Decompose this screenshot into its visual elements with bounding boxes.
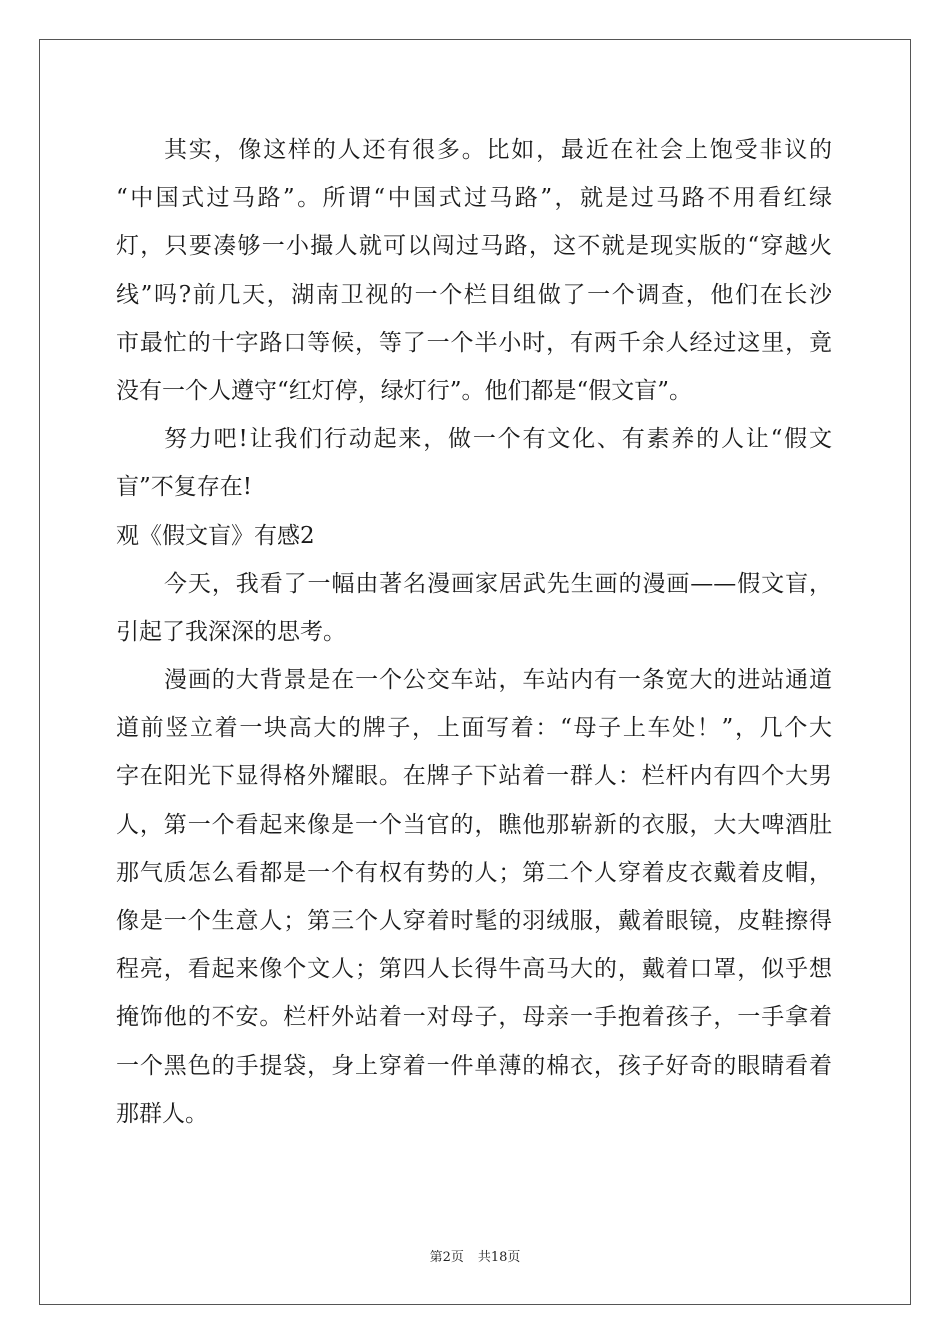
- text-line: 引起了我深深的思考。: [116, 618, 346, 645]
- text-line: 那群人。: [116, 1100, 208, 1127]
- text-line: 那气质怎么看都是一个有权有势的人；第二个人穿着皮衣戴着皮帽，: [116, 859, 832, 886]
- total-pages: 共18页: [477, 1250, 521, 1265]
- text-line: 今天，我看了一幅由著名漫画家居武先生画的漫画——假文盲，: [164, 570, 832, 597]
- text-line: 字在阳光下显得格外耀眼。在牌子下站着一群人：栏杆内有四个大男: [116, 763, 832, 790]
- text-line: 其实，像这样的人还有很多。比如，最近在社会上饱受非议的: [164, 137, 832, 163]
- page-number: 第2页: [429, 1250, 464, 1265]
- text-line: “中国式过马路”。所谓“中国式过马路”，就是过马路不用看红绿: [116, 185, 832, 212]
- text-line: 道前竖立着一块高大的牌子，上面写着：“母子上车处！”，几个大: [116, 715, 832, 742]
- text-line: 盲”不复存在!: [116, 474, 253, 501]
- text-line: 没有一个人遵守“红灯停，绿灯行”。他们都是“假文盲”。: [116, 377, 693, 404]
- text-line: 一个黑色的手提袋，身上穿着一件单薄的棉衣，孩子好奇的眼睛看着: [116, 1052, 832, 1079]
- text-line: 人，第一个看起来像是一个当官的，瞧他那崭新的衣服，大大啤酒肚: [116, 811, 832, 838]
- text-line: 线”吗?前几天，湖南卫视的一个栏目组做了一个调查，他们在长沙: [116, 281, 832, 308]
- text-line: 像是一个生意人；第三个人穿着时髦的羽绒服，戴着眼镜，皮鞋擦得: [116, 908, 832, 934]
- page-footer: [0, 1246, 950, 1265]
- text-line: 市最忙的十字路口等候，等了一个半小时，有两千余人经过这里，竟: [116, 329, 832, 356]
- text-line: 程亮，看起来像个文人；第四人长得牛高马大的，戴着口罩，似乎想: [116, 956, 832, 983]
- text-line: 掩饰他的不安。栏杆外站着一对母子，母亲一手抱着孩子，一手拿着: [116, 1004, 832, 1031]
- document-body: [116, 126, 832, 1138]
- text-line: 努力吧!让我们行动起来，做一个有文化、有素养的人让“假文: [164, 426, 832, 453]
- text-line: 观《假文盲》有感2: [116, 522, 315, 549]
- text-line: 漫画的大背景是在一个公交车站，车站内有一条宽大的进站通道: [164, 667, 832, 694]
- text-line: 灯，只要凑够一小撮人就可以闯过马路，这不就是现实版的“穿越火: [116, 233, 832, 260]
